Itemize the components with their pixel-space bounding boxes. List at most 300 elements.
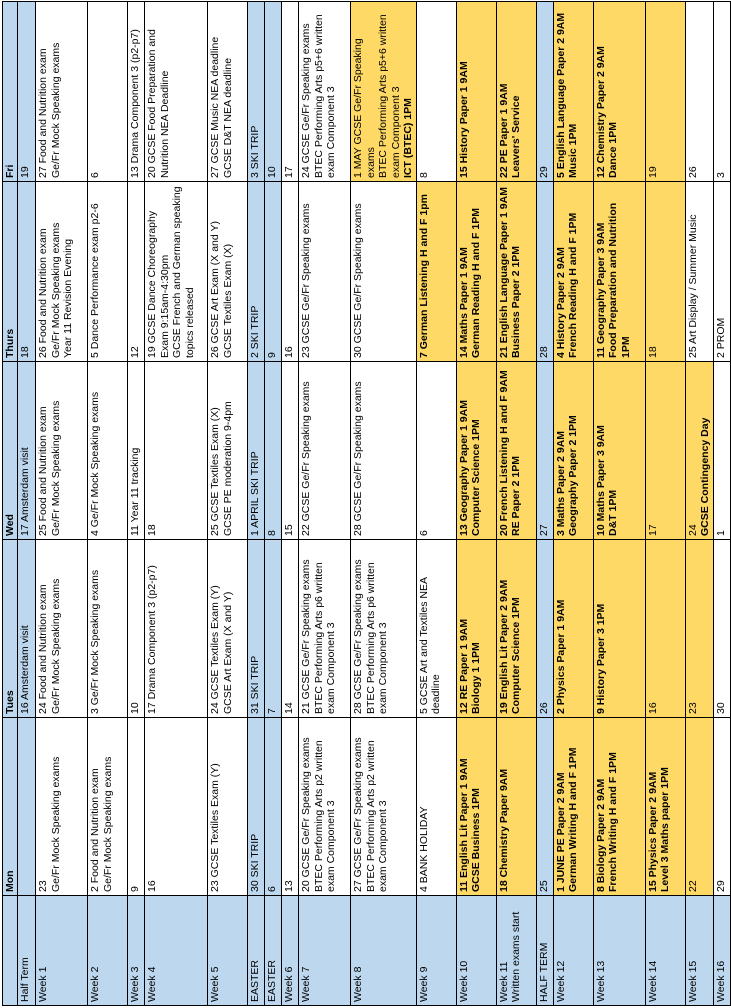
- day-cell-mon: [265, 718, 282, 896]
- day-cell-thurs: [208, 182, 248, 362]
- week-row: [496, 2, 536, 1006]
- event-text: 20 GCSE Ge/Fr Speaking exams: [300, 737, 312, 892]
- event-text: BTEC Performing Arts p5+6 written exam Component 3: [312, 14, 337, 178]
- week-label: [145, 896, 208, 1006]
- day-cell-wed: [128, 362, 145, 540]
- day-cell-mon: [536, 718, 553, 896]
- week-label: [593, 896, 645, 1006]
- week-label-text: Week 4: [146, 966, 158, 1002]
- event-text: Ge/Fr Mock Speaking exams: [49, 400, 62, 536]
- event-text: Level 3 Maths paper 1PM: [659, 767, 671, 892]
- day-cell-tues: [128, 540, 145, 718]
- week-row: [536, 2, 553, 1006]
- day-cell-wed: [208, 362, 248, 540]
- event-text: BTEC Performing Arts p6 written exam Component 3: [364, 562, 389, 714]
- day-cell-wed: [496, 362, 536, 540]
- week-label-text: Week 15: [686, 960, 699, 1002]
- header-corner: [3, 896, 18, 1006]
- week-row: [645, 2, 685, 1006]
- event-text: 24 Food and Nutrition exam: [37, 584, 49, 714]
- week-label-text: Week 5: [209, 966, 221, 1002]
- week-label: [265, 896, 282, 1006]
- day-cell-mon: [593, 718, 645, 896]
- event-text: 14 Maths Paper 1 9AM: [457, 247, 470, 358]
- event-text: GCSE French and German speaking topics released: [171, 186, 196, 358]
- event-text: 1: [714, 530, 727, 536]
- event-text: 27 GCSE Ge/Fr Speaking exams: [352, 737, 364, 892]
- event-text: 17: [283, 166, 295, 178]
- day-cell-thurs: [265, 182, 282, 362]
- event-text: 9: [129, 886, 141, 892]
- week-label-text: Week 11: [497, 961, 510, 1002]
- event-text: 25 Art Display / Summer Music: [686, 214, 699, 358]
- day-cell-tues: [536, 540, 553, 718]
- day-cell-thurs: [713, 182, 730, 362]
- day-cell-fri: [416, 2, 456, 182]
- event-text: 12: [129, 346, 141, 358]
- week-label-text: EASTER: [249, 959, 261, 1002]
- day-cell-wed: [713, 362, 730, 540]
- event-text: 11 Year 11 tracking: [129, 447, 141, 536]
- day-cell-tues: [145, 540, 208, 718]
- event-text: 2 Food and Nutrition exam: [89, 768, 101, 892]
- event-text: 15: [283, 524, 295, 536]
- event-text: Ge/Fr Mock Speaking exams: [49, 578, 62, 714]
- header-thurs: Thurs: [3, 182, 18, 362]
- week-label: [282, 896, 299, 1006]
- week-label-note: Written exams start: [510, 911, 522, 1002]
- week-row: [299, 2, 351, 1006]
- week-label-text: EASTER: [266, 959, 278, 1002]
- event-text: 22 PE Paper 1 9AM: [497, 83, 510, 178]
- day-cell-thurs: [145, 182, 208, 362]
- event-text: 18: [646, 346, 659, 358]
- event-text: 17: [646, 524, 659, 536]
- day-cell-thurs: [18, 182, 36, 362]
- week-label-text: Week 7: [300, 966, 312, 1002]
- header-wed: Wed: [3, 362, 18, 540]
- event-text: Year 11 Revision Evening: [62, 238, 74, 358]
- day-cell-wed: [88, 362, 128, 540]
- day-cell-wed: [536, 362, 553, 540]
- event-text: 13 Drama Component 3 (p2-p7): [129, 29, 141, 178]
- event-text: German Reading H and F 1PM: [470, 208, 482, 358]
- day-cell-fri: [248, 2, 265, 182]
- event-text: 7: [266, 708, 278, 714]
- event-text: French Writing H and F 1PM: [607, 752, 619, 892]
- event-text: 27 GCSE Music NEA deadline: [209, 36, 221, 178]
- day-cell-wed: [645, 362, 685, 540]
- event-text: 31 SKI TRIP: [249, 655, 261, 714]
- week-label: [645, 896, 685, 1006]
- day-cell-tues: [416, 540, 456, 718]
- day-cell-fri: [645, 2, 685, 182]
- week-label: [685, 896, 713, 1006]
- week-row: [145, 2, 208, 1006]
- week-row: [416, 2, 456, 1006]
- event-text: Food Preparation and Nutrition 1PM: [607, 202, 632, 358]
- event-text: Computer Science 1PM: [510, 597, 522, 714]
- event-text: GCSE Textiles Exam (X): [221, 243, 234, 358]
- event-text: 28: [537, 346, 550, 358]
- day-cell-tues: [18, 540, 36, 718]
- event-text: 29: [537, 166, 550, 178]
- event-text: 21 GCSE Ge/Fr Speaking exams: [300, 559, 312, 714]
- day-cell-mon: [282, 718, 299, 896]
- day-cell-mon: [145, 718, 208, 896]
- event-text: 17 Drama Component 3 (p2-p7): [146, 565, 158, 714]
- day-cell-wed: [265, 362, 282, 540]
- event-text: 28 GCSE Ge/Fr Speaking exams: [352, 381, 364, 536]
- event-text: 10: [129, 702, 141, 714]
- event-text: Computer Science 1PM: [470, 419, 482, 536]
- day-cell-tues: [553, 540, 593, 718]
- week-row: [553, 2, 593, 1006]
- event-text: 20 French Listening H and F 9AM: [497, 370, 510, 536]
- week-label: [88, 896, 128, 1006]
- day-cell-thurs: [645, 182, 685, 362]
- day-cell-thurs: [351, 182, 417, 362]
- day-cell-mon: [685, 718, 713, 896]
- week-label-text: Week 10: [457, 960, 470, 1002]
- day-cell-tues: [496, 540, 536, 718]
- day-cell-tues: [248, 540, 265, 718]
- week-label-text: Week 3: [129, 966, 141, 1002]
- week-row: [351, 2, 417, 1006]
- day-cell-mon: [299, 718, 351, 896]
- week-row: [36, 2, 88, 1006]
- day-cell-mon: [248, 718, 265, 896]
- week-label-text: Week 14: [646, 960, 659, 1002]
- week-row: [18, 2, 36, 1006]
- event-text: 18 Chemistry Paper 9AM: [497, 768, 510, 892]
- day-cell-fri: [456, 2, 496, 182]
- day-cell-fri: [282, 2, 299, 182]
- week-label-text: Week 13: [594, 960, 607, 1002]
- day-cell-tues: [351, 540, 417, 718]
- week-label: [18, 896, 36, 1006]
- week-label-text: Week 12: [554, 960, 567, 1002]
- day-cell-thurs: [593, 182, 645, 362]
- event-text: German Writing H and F 1PM: [567, 747, 579, 892]
- day-cell-fri: [713, 2, 730, 182]
- day-cell-wed: [456, 362, 496, 540]
- week-label: [536, 896, 553, 1006]
- day-cell-tues: [645, 540, 685, 718]
- week-row: [713, 2, 730, 1006]
- event-text: BTEC Performing Arts p6 written exam Component 3: [312, 562, 337, 714]
- event-text: GCSE Business 1PM: [470, 788, 482, 892]
- day-cell-tues: [299, 540, 351, 718]
- header-row: [3, 2, 18, 1006]
- event-text: 17 Amsterdam visit: [19, 447, 31, 536]
- day-cell-thurs: [685, 182, 713, 362]
- week-row: [88, 2, 128, 1006]
- day-cell-wed: [553, 362, 593, 540]
- week-row: [456, 2, 496, 1006]
- day-cell-thurs: [456, 182, 496, 362]
- event-text: 6: [266, 886, 278, 892]
- event-text: 16: [646, 702, 659, 714]
- day-cell-tues: [456, 540, 496, 718]
- event-text: 29: [714, 880, 727, 892]
- day-cell-tues: [88, 540, 128, 718]
- day-cell-thurs: [248, 182, 265, 362]
- event-text: D&T 1PM: [607, 489, 619, 536]
- week-row: [128, 2, 145, 1006]
- event-text: 22: [686, 880, 699, 892]
- event-text: Ge/Fr Mock Speaking exams: [49, 42, 62, 178]
- week-label: [416, 896, 456, 1006]
- event-text: GCSE PE moderation 9-4pm: [221, 401, 234, 536]
- event-text: 23 GCSE Textiles Exam (Y): [209, 763, 221, 892]
- event-text: 21 English Language Paper 1 9AM: [497, 187, 510, 358]
- day-cell-wed: [18, 362, 36, 540]
- day-cell-fri: [128, 2, 145, 182]
- event-text: 27: [537, 524, 550, 536]
- event-text: BTEC Performing Arts p2 written exam Component 3: [312, 740, 337, 892]
- event-text: 9 History Paper 3 1PM: [594, 603, 607, 714]
- event-text: GCSE Contingency Day: [699, 417, 711, 536]
- event-text: 2 SKI TRIP: [249, 305, 261, 358]
- day-cell-fri: [299, 2, 351, 182]
- day-cell-fri: [208, 2, 248, 182]
- event-text: 24 GCSE Ge/Fr Speaking exams: [300, 23, 312, 178]
- event-text: 16: [283, 346, 295, 358]
- event-text: 20 GCSE Food Preparation and Nutrition NEA Deadline: [146, 29, 171, 178]
- header-tues: Tues: [3, 540, 18, 718]
- day-cell-tues: [593, 540, 645, 718]
- week-row: [593, 2, 645, 1006]
- day-cell-mon: [645, 718, 685, 896]
- day-cell-tues: [265, 540, 282, 718]
- event-text: 2 Physics Paper 1 9AM: [554, 599, 567, 714]
- event-text: 5 English Language Paper 2 9AM: [554, 12, 567, 178]
- event-text: 19 GCSE Dance Choreography Exam 9:15am-4:30pm: [146, 210, 171, 358]
- day-cell-thurs: [536, 182, 553, 362]
- event-text: 25 Food and Nutrition exam: [37, 406, 49, 536]
- week-label-text: Week 8: [352, 966, 364, 1002]
- week-label: [36, 896, 88, 1006]
- day-cell-mon: [713, 718, 730, 896]
- event-text: 16 Amsterdam visit: [19, 625, 31, 714]
- week-label-text: Week 16: [714, 960, 727, 1002]
- event-text: 4 Ge/Fr Mock Speaking exams: [89, 391, 101, 536]
- event-text: 9: [266, 352, 278, 358]
- event-text: 6: [417, 530, 430, 536]
- day-cell-fri: [36, 2, 88, 182]
- event-text: Dance 1PM: [607, 121, 619, 178]
- event-text: 27 Food and Nutrition exam: [37, 48, 49, 178]
- event-text: 11 Geography Paper 3 9AM: [594, 222, 607, 358]
- event-text: 8: [266, 530, 278, 536]
- day-cell-mon: [351, 718, 417, 896]
- event-text: 26 Food and Nutrition exam: [37, 228, 49, 358]
- event-text: 30: [714, 702, 727, 714]
- event-text: 7 German Listening H and F 1pm: [417, 194, 430, 358]
- event-text: BTEC Performing Arts p2 written exam Component 3: [364, 740, 389, 892]
- event-text: French Reading H and F 1PM: [567, 212, 579, 358]
- event-text: 19: [19, 166, 31, 178]
- event-text: 18: [19, 346, 31, 358]
- week-label: [128, 896, 145, 1006]
- event-text: 8: [417, 172, 430, 178]
- day-cell-wed: [351, 362, 417, 540]
- event-text: 15 Physics Paper 2 9AM: [646, 771, 659, 892]
- week-label-text: Week 2: [89, 966, 101, 1002]
- event-text: 12 Chemistry Paper 2 9AM: [594, 46, 607, 178]
- day-cell-wed: [685, 362, 713, 540]
- day-cell-thurs: [88, 182, 128, 362]
- event-text: 10 Maths Paper 3 9AM: [594, 425, 607, 536]
- event-text: 26 GCSE Art Exam (X and Y): [209, 221, 221, 358]
- event-text: 5 GCSE Art and Textiles NEA deadline: [417, 577, 442, 714]
- event-text: 4 BANK HOLIDAY: [417, 806, 430, 892]
- week-row: [265, 2, 282, 1006]
- event-text: Leavers' Service: [510, 95, 522, 178]
- event-text: 28 GCSE Ge/Fr Speaking exams: [352, 559, 364, 714]
- event-text: 22 GCSE Ge/Fr Speaking exams: [300, 381, 312, 536]
- week-label-text: HALF TERM: [537, 942, 550, 1002]
- event-text: Ge/Fr Mock Speaking exams: [49, 222, 62, 358]
- day-cell-thurs: [416, 182, 456, 362]
- event-text: 23: [37, 880, 49, 892]
- week-row: [208, 2, 248, 1006]
- day-cell-fri: [145, 2, 208, 182]
- day-cell-wed: [145, 362, 208, 540]
- event-text: RE Paper 2 1PM: [510, 456, 522, 536]
- day-cell-wed: [248, 362, 265, 540]
- event-text: 16: [146, 880, 158, 892]
- event-text: 19 English Lit Paper 2 9AM: [497, 579, 510, 714]
- event-text: GCSE Art Exam (X and Y): [221, 591, 234, 714]
- day-cell-thurs: [36, 182, 88, 362]
- day-cell-wed: [593, 362, 645, 540]
- event-text: Ge/Fr Mock Speaking exams: [49, 756, 62, 892]
- event-text: 23 GCSE Ge/Fr Speaking exams: [300, 203, 312, 358]
- event-text: 19: [646, 166, 659, 178]
- event-text: 26: [537, 702, 550, 714]
- event-text: 1 MAY GCSE Ge/Fr Speaking exams: [352, 38, 377, 178]
- event-text: 30 SKI TRIP: [249, 833, 261, 892]
- calendar-table: [2, 1, 731, 1006]
- day-cell-fri: [88, 2, 128, 182]
- event-text: Business Paper 2 1PM: [510, 245, 522, 358]
- week-row: [282, 2, 299, 1006]
- day-cell-thurs: [299, 182, 351, 362]
- week-label: [496, 896, 536, 1006]
- event-text: 13 Geography Paper 1 9AM: [457, 400, 470, 536]
- week-label: [351, 896, 417, 1006]
- week-label-text: Week 1: [37, 966, 49, 1002]
- event-text: 25 GCSE Textiles Exam (X): [209, 407, 221, 536]
- event-text: Biology 1 1PM: [470, 642, 482, 714]
- day-cell-mon: [208, 718, 248, 896]
- day-cell-mon: [128, 718, 145, 896]
- event-text: 1 APRIL SKI TRIP: [249, 451, 261, 536]
- week-label: [208, 896, 248, 1006]
- event-text: 8 Biology Paper 2 9AM: [594, 778, 607, 892]
- event-text: Music 1PM: [567, 123, 579, 178]
- event-text: 5 Dance Performance exam p2-6: [89, 203, 101, 358]
- event-text: 24: [686, 524, 699, 536]
- event-text: 3 SKI TRIP: [249, 125, 261, 178]
- week-row: [248, 2, 265, 1006]
- event-text: Geography Paper 2 1PM: [567, 415, 579, 536]
- header-fri: Fri: [3, 2, 18, 182]
- event-text: 30 GCSE Ge/Fr Speaking exams: [352, 203, 364, 358]
- event-text: 3 Maths Paper 2 9AM: [554, 430, 567, 536]
- week-label-text: Week 9: [417, 966, 430, 1002]
- day-cell-tues: [36, 540, 88, 718]
- event-text: 1 JUNE PE Paper 2 9AM: [554, 772, 567, 892]
- event-text: 4 History Paper 2 9AM: [554, 247, 567, 358]
- day-cell-thurs: [553, 182, 593, 362]
- day-cell-fri: [351, 2, 417, 182]
- day-cell-fri: [553, 2, 593, 182]
- day-cell-mon: [36, 718, 88, 896]
- day-cell-thurs: [128, 182, 145, 362]
- day-cell-tues: [208, 540, 248, 718]
- event-text: 23: [686, 702, 699, 714]
- day-cell-wed: [416, 362, 456, 540]
- day-cell-tues: [282, 540, 299, 718]
- week-label: [248, 896, 265, 1006]
- day-cell-wed: [36, 362, 88, 540]
- event-text: 3: [714, 172, 727, 178]
- day-cell-mon: [88, 718, 128, 896]
- event-text: 26: [686, 166, 699, 178]
- event-text: 15 History Paper 1 9AM: [457, 61, 470, 178]
- week-label: [456, 896, 496, 1006]
- event-text: 10: [266, 166, 278, 178]
- event-text: 6: [89, 172, 101, 178]
- event-text: ICT (BTEC) 1PM: [402, 98, 414, 178]
- header-mon: Mon: [3, 718, 18, 896]
- day-cell-fri: [18, 2, 36, 182]
- day-cell-wed: [299, 362, 351, 540]
- week-label-text: Week 6: [283, 966, 295, 1002]
- event-text: 18: [146, 524, 158, 536]
- day-cell-fri: [536, 2, 553, 182]
- day-cell-mon: [18, 718, 36, 896]
- day-cell-mon: [553, 718, 593, 896]
- day-cell-fri: [593, 2, 645, 182]
- event-text: 12 RE Paper 1 9AM: [457, 618, 470, 714]
- week-label: [713, 896, 730, 1006]
- event-text: 13: [283, 880, 295, 892]
- event-text: Ge/Fr Mock Speaking exams: [101, 756, 114, 892]
- day-cell-tues: [685, 540, 713, 718]
- event-text: 11 English Lit Paper 1 9AM: [457, 758, 470, 892]
- event-text: 25: [537, 880, 550, 892]
- day-cell-mon: [496, 718, 536, 896]
- day-cell-fri: [685, 2, 713, 182]
- day-cell-mon: [416, 718, 456, 896]
- day-cell-fri: [496, 2, 536, 182]
- week-label: [299, 896, 351, 1006]
- day-cell-mon: [456, 718, 496, 896]
- event-text: 14: [283, 702, 295, 714]
- day-cell-wed: [282, 362, 299, 540]
- event-text: GCSE D&T NEA deadline: [221, 57, 234, 178]
- day-cell-thurs: [282, 182, 299, 362]
- event-text: 24 GCSE Textiles Exam (Y): [209, 585, 221, 714]
- week-row: [685, 2, 713, 1006]
- event-text: 2 PROM: [714, 317, 727, 358]
- event-text: 3 Ge/Fr Mock Speaking exams: [89, 569, 101, 714]
- week-label-text: Half Term: [19, 957, 31, 1002]
